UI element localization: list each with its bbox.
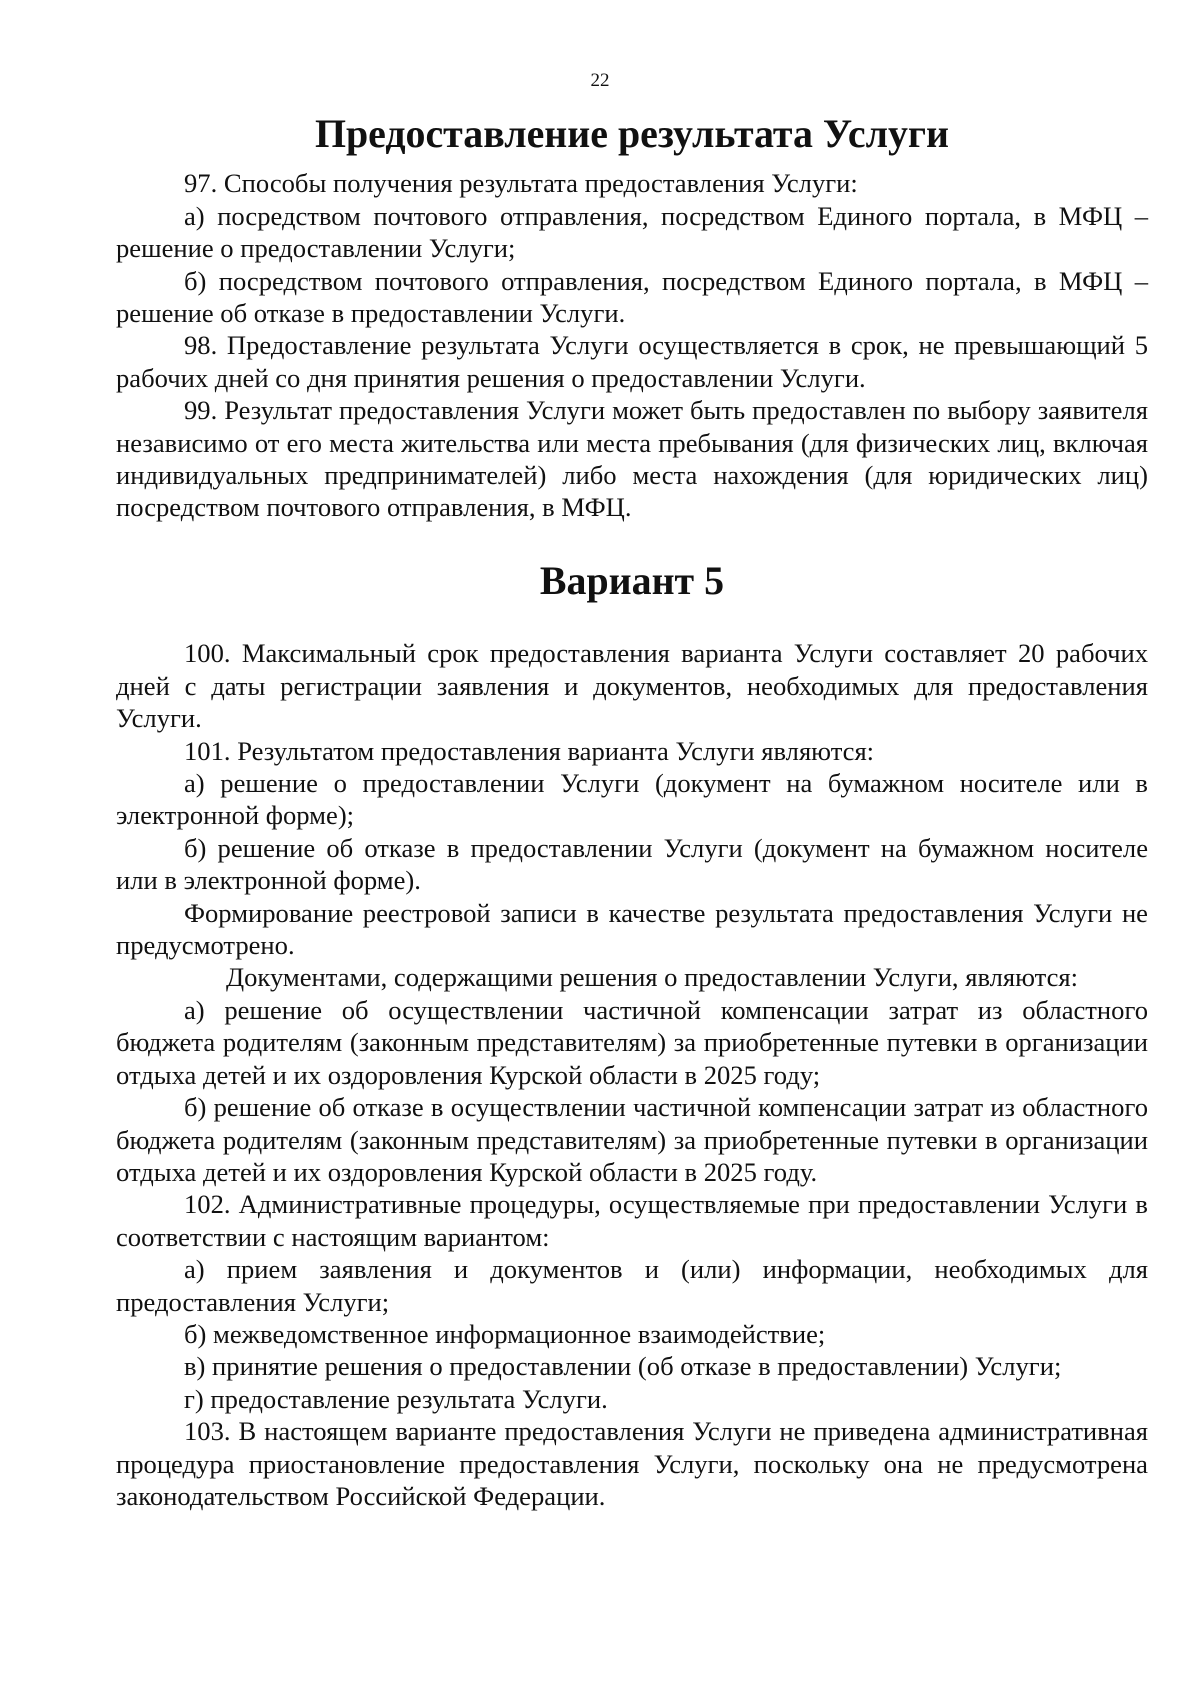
paragraph-102-c: в) принятие решения о предоставлении (об отказе в предоставлении) Услуги; (184, 1351, 1062, 1382)
paragraph-101: 101. Результатом предоставления варианта Услуги являются: (184, 735, 875, 766)
section-variant-5 (116, 558, 1148, 1512)
paragraph-98: 98. Предоставление результата Услуги осуществляется в срок, не превышающий 5 рабочих дней со дня принятия решения о предоставлении Услуги. (116, 330, 1148, 393)
section-heading: Предоставление результата Услуги (314, 111, 950, 156)
paragraph-100: 100. Максимальный срок предоставления варианта Услуги составляет 20 рабочих дней с даты регистрации заявления и документов, необходимых для предоставления Услуги. (116, 638, 1148, 734)
paragraph-97-a: а) посредством почтового отправления, посредством Единого портала, в МФЦ – решение о предоставлении Услуги; (116, 200, 1148, 264)
page-number: 22 (590, 70, 610, 91)
paragraph-97-b: б) посредством почтового отправления, посредством Единого портала, в МФЦ – решение об отказе в предоставлении Услуги. (116, 265, 1148, 329)
paragraph-102-a: а) прием заявления и документов и (или) информации, необходимых для предоставления Услуги; (116, 1254, 1148, 1317)
paragraph-102: 102. Административные процедуры, осуществляемые при предоставлении Услуги в соответствии с настоящим вариантом: (116, 1189, 1148, 1252)
paragraph-101-b: б) решение об отказе в предоставлении Услуги (документ на бумажном носителе или в электронной форме). (116, 832, 1148, 896)
paragraph-102-d: г) предоставление результата Услуги. (184, 1383, 608, 1414)
paragraph-101-a: а) решение о предоставлении Услуги (документ на бумажном носителе или в электронной форме); (116, 768, 1148, 831)
paragraph-documents-a: а) решение об осуществлении частичной компенсации затрат из областного бюджета родителям (законным представителям) за приобретенные путевки в организации отдыха детей и их оздоровления Курской области в 2025 году; (116, 994, 1148, 1090)
section-heading: Вариант 5 (539, 558, 725, 603)
paragraph-documents-b: б) решение об отказе в осуществлении частичной компенсации затрат из областного бюджета родителям (законным представителям) за приобретенные путевки в организации отдыха детей и их оздоровления Курской области в 2025 году. (116, 1092, 1148, 1187)
paragraph-102-b: б) межведомственное информационное взаимодействие; (184, 1318, 826, 1349)
paragraph-registry-note: Формирование реестровой записи в качестве результата предоставления Услуги не предусмотрено. (116, 897, 1148, 961)
paragraph-103: 103. В настоящем варианте предоставления Услуги не приведена административная процедура приостановление предоставления Услуги, поскольку она не предусмотрена законодательством Российской Федерации. (116, 1416, 1148, 1511)
paragraph-99: 99. Результат предоставления Услуги может быть предоставлен по выбору заявителя независимо от его места жительства или места пребывания (для физических лиц, включая индивидуальных предпринимателей) либо места нахождения (для юридических лиц) посредством почтового отправления, в МФЦ. (116, 395, 1148, 523)
paragraph-documents-intro: Документами, содержащими решения о предоставлении Услуги, являются: (226, 962, 1079, 993)
paragraph-97: 97. Способы получения результата предоставления Услуги: (184, 168, 858, 199)
section-result-provision (116, 111, 1148, 524)
